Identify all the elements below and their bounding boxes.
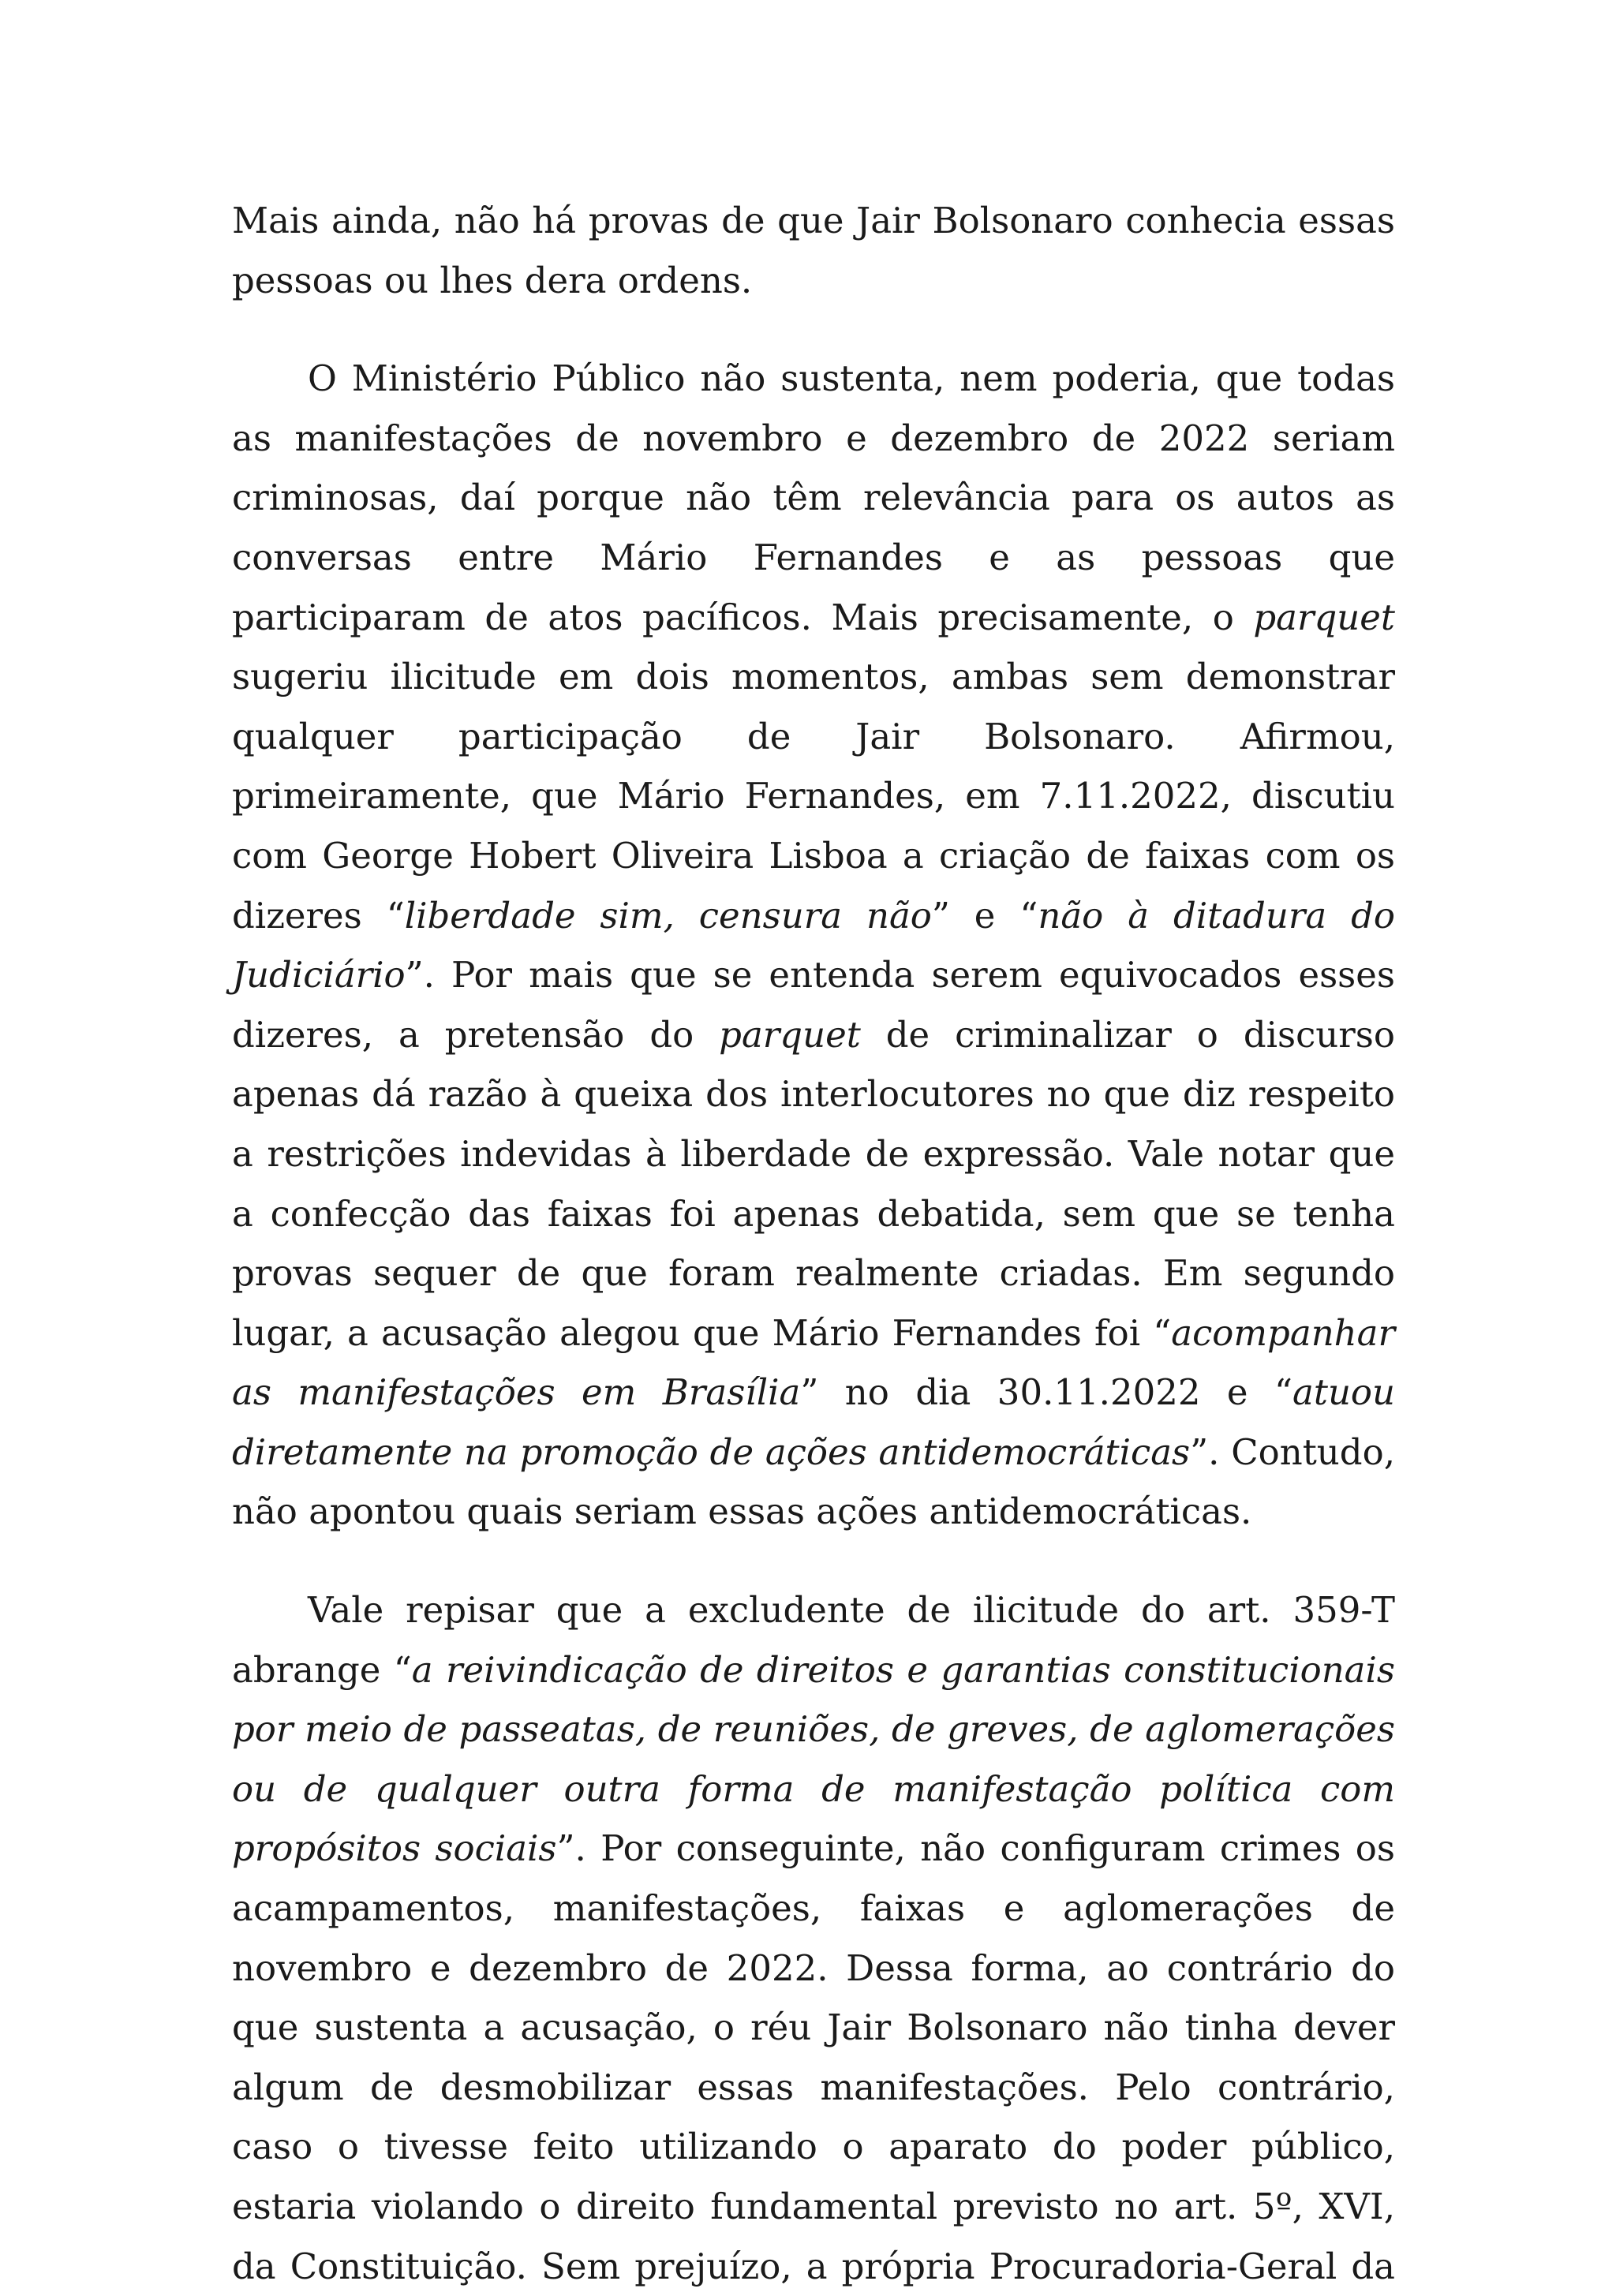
text-segment: de criminalizar o discurso apenas dá razão à queixa dos interlocutores no que diz respeito a restrições indevidas à liberdade de expressão. Vale notar que a confecção das faixas foi apenas debatida, sem que se tenha provas sequer de que foram realmente criadas. Em segundo lugar, a acusação alegou que Mário Fernandes foi “ (232, 1013, 1395, 1354)
text-segment: O Ministério Público não sustenta, nem poderia, que todas as manifestações de novembro e dezembro de 2022 seriam criminosas, daí porque não têm relevância para os autos as conversas entre Mário Fernandes e as pessoas que participaram de atos pacíficos. Mais precisamente, o (232, 357, 1395, 638)
text-segment: sugeriu ilicitude em dois momentos, ambas sem demonstrar qualquer participação de Jair Bolsonaro. Afirmou, primeiramente, que Mário Fernandes, em 7.11.2022, discutiu com George Hobert Oliveira Lisboa a criação de faixas com os dizeres “ (232, 656, 1395, 937)
italic-text-segment: atuou diretamente na promoção de ações antidemocráticas (232, 1371, 1395, 1473)
paragraph-1 (232, 191, 1395, 310)
italic-text-segment: não à ditadura do Judiciário (232, 894, 1396, 997)
paragraph-3 (232, 1580, 1395, 2296)
italic-text-segment: acompanhar as manifestações em Brasília (232, 1311, 1395, 1414)
italic-text-segment: parquet (1253, 596, 1395, 638)
paragraph-2 (232, 349, 1395, 1542)
italic-text-segment: a reivindicação de direitos e garantias constitucionais por meio de passeatas, de reuniões, de greves, de aglomerações ou de qualquer outra forma de manifestação política com propósitos sociais (232, 1648, 1396, 1870)
document-body (232, 191, 1395, 2296)
text-segment: ” e “ (931, 894, 1038, 937)
text-segment: Mais ainda, não há provas de que Jair Bolsonaro conhecia essas pessoas ou lhes dera ordens. (232, 200, 1395, 301)
text-segment: ”. Por conseguinte, não configuram crimes os acampamentos, manifestações, faixas e aglomerações de novembro e dezembro de 2022. Dessa forma, ao contrário do que sustenta a acusação, o réu Jair Bolsonaro não tinha dever algum de desmobilizar essas manifestações. Pelo contrário, caso o tivesse feito utilizando o aparato do poder público, estaria violando o direito fundamental previsto no art. 5º, XVI, da Constituição. Sem prejuízo, a própria Procuradoria-Geral da (232, 1827, 1395, 2287)
text-segment: Vale repisar que a excludente de ilicitude do art. 359-T abrange “ (232, 1589, 1395, 1691)
text-segment: ”. Contudo, não apontou quais seriam essas ações antidemocráticas. (232, 1430, 1395, 1533)
text-segment: ” no dia 30.11.2022 e “ (800, 1371, 1293, 1414)
italic-text-segment: liberdade sim, censura não (404, 894, 932, 937)
text-segment: ”. Por mais que se entenda serem equivocados esses dizeres, a pretensão do (232, 954, 1395, 1056)
italic-text-segment: parquet (719, 1013, 861, 1056)
